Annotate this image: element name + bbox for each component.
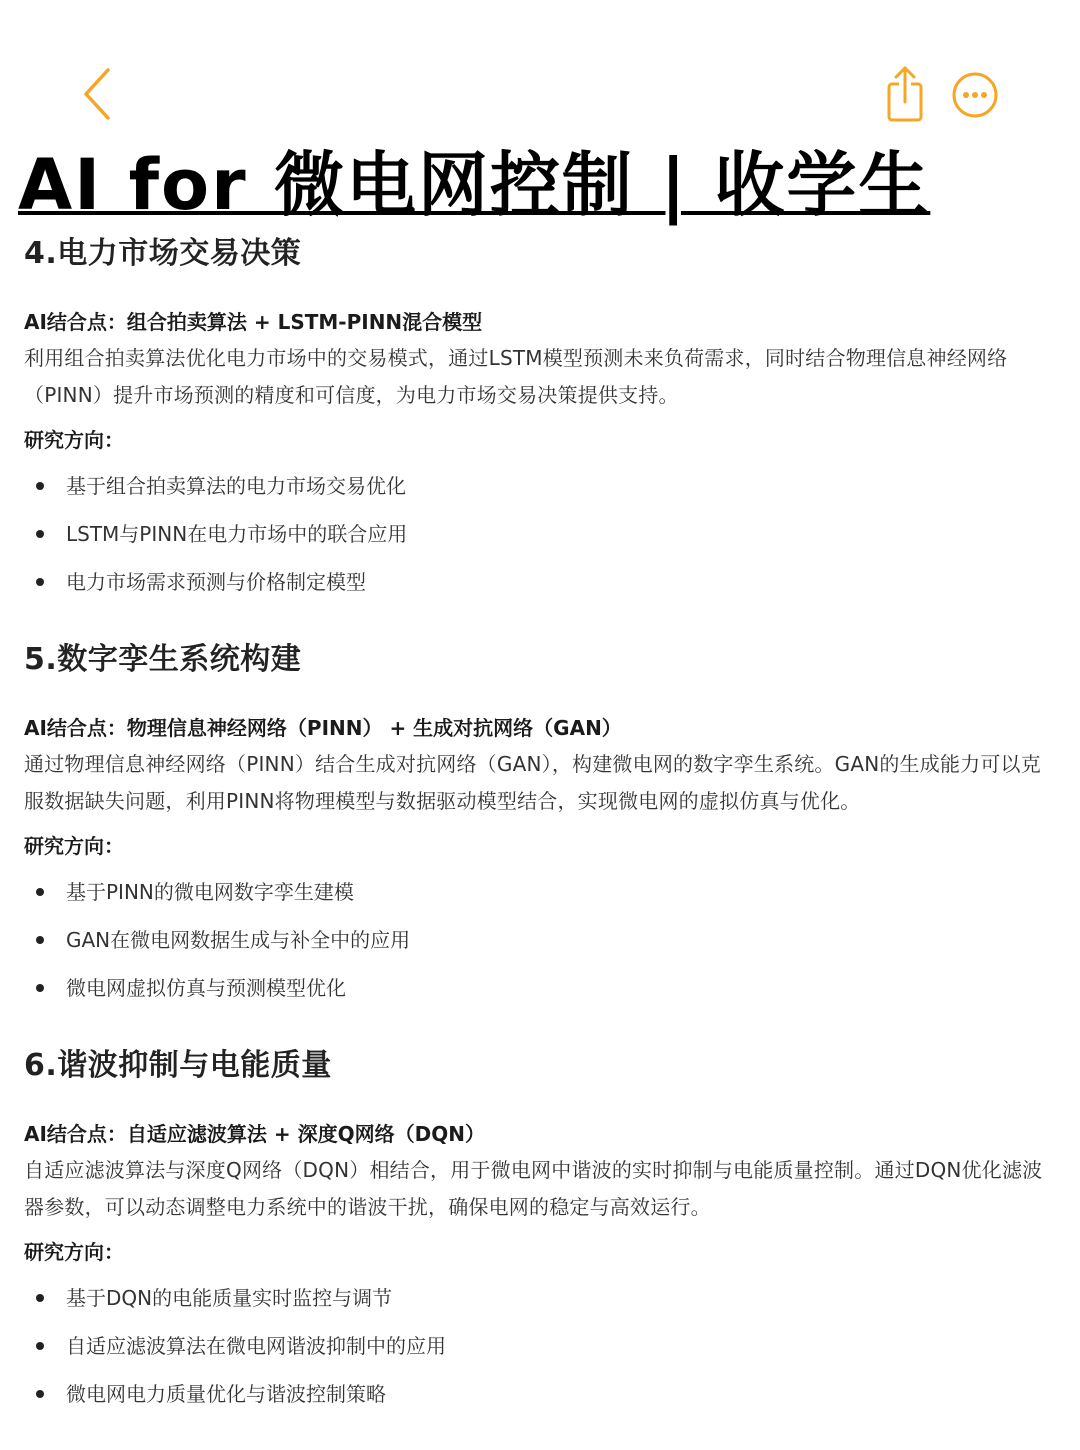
list-item [24, 566, 1054, 598]
bullet-icon [36, 1294, 44, 1302]
section-title: 4.电力市场交易决策 [24, 236, 302, 271]
bullet-icon [36, 530, 44, 538]
bullet-icon [36, 936, 44, 944]
research-direction-label: 研究方向： [24, 1240, 124, 1264]
list-item-text: 自适应滤波算法在微电网谐波抑制中的应用 [66, 1334, 446, 1358]
research-direction-list [24, 470, 1054, 598]
share-icon [880, 64, 930, 126]
list-item [24, 1378, 1054, 1410]
section-harmonic-suppression [24, 1044, 1054, 1410]
share-button[interactable] [880, 64, 930, 126]
list-item [24, 924, 1054, 956]
list-item-text: 电力市场需求预测与价格制定模型 [66, 570, 366, 594]
bullet-icon [36, 578, 44, 586]
list-item-text: 微电网电力质量优化与谐波控制策略 [66, 1382, 386, 1406]
list-item [24, 972, 1054, 1004]
article-content [24, 232, 1054, 1450]
title-banner [18, 140, 1048, 230]
bullet-icon [36, 984, 44, 992]
research-direction-list [24, 876, 1054, 1004]
page-title: AI for 微电网控制 | 收学生 [18, 144, 931, 226]
section-electricity-market [24, 232, 1054, 598]
research-direction-label: 研究方向： [24, 834, 124, 858]
research-direction-list [24, 1282, 1054, 1410]
list-item [24, 470, 1054, 502]
list-item [24, 518, 1054, 550]
section-title: 6.谐波抑制与电能质量 [24, 1048, 332, 1083]
ai-point: AI结合点：物理信息神经网络（PINN） + 生成对抗网络（GAN） [24, 716, 622, 740]
list-item [24, 1282, 1054, 1314]
bullet-icon [36, 1342, 44, 1350]
ai-point: AI结合点：自适应滤波算法 + 深度Q网络（DQN） [24, 1122, 485, 1146]
list-item-text: 微电网虚拟仿真与预测模型优化 [66, 976, 346, 1000]
back-button[interactable] [74, 62, 124, 126]
list-item-text: 基于组合拍卖算法的电力市场交易优化 [66, 474, 406, 498]
list-item-text: 基于PINN的微电网数字孪生建模 [66, 880, 354, 904]
section-description: 利用组合拍卖算法优化电力市场中的交易模式，通过LSTM模型预测未来负荷需求，同时结合物理信息神经网络（PINN）提升市场预测的精度和可信度，为电力市场交易决策提供支持。 [24, 346, 1008, 407]
bullet-icon [36, 888, 44, 896]
section-description: 自适应滤波算法与深度Q网络（DQN）相结合，用于微电网中谐波的实时抑制与电能质量控制。通过DQN优化滤波器参数，可以动态调整电力系统中的谐波干扰，确保电网的稳定与高效运行。 [24, 1158, 1043, 1219]
list-item-text: 基于DQN的电能质量实时监控与调节 [66, 1286, 393, 1310]
section-title: 5.数字孪生系统构建 [24, 642, 302, 677]
research-direction-label: 研究方向： [24, 428, 124, 452]
list-item-text: LSTM与PINN在电力市场中的联合应用 [66, 522, 408, 546]
chevron-left-icon [74, 62, 124, 126]
list-item [24, 1330, 1054, 1362]
section-digital-twin [24, 638, 1054, 1004]
more-icon [950, 70, 1000, 120]
list-item-text: GAN在微电网数据生成与补全中的应用 [66, 928, 411, 952]
bullet-icon [36, 1390, 44, 1398]
bullet-icon [36, 482, 44, 490]
more-button[interactable] [950, 70, 1000, 120]
top-nav-bar [0, 0, 1080, 150]
ai-point: AI结合点：组合拍卖算法 + LSTM-PINN混合模型 [24, 310, 483, 334]
list-item [24, 876, 1054, 908]
section-description: 通过物理信息神经网络（PINN）结合生成对抗网络（GAN），构建微电网的数字孪生系统。GAN的生成能力可以克服数据缺失问题，利用PINN将物理模型与数据驱动模型结合，实现微电网的虚拟仿真与优化。 [24, 752, 1041, 813]
